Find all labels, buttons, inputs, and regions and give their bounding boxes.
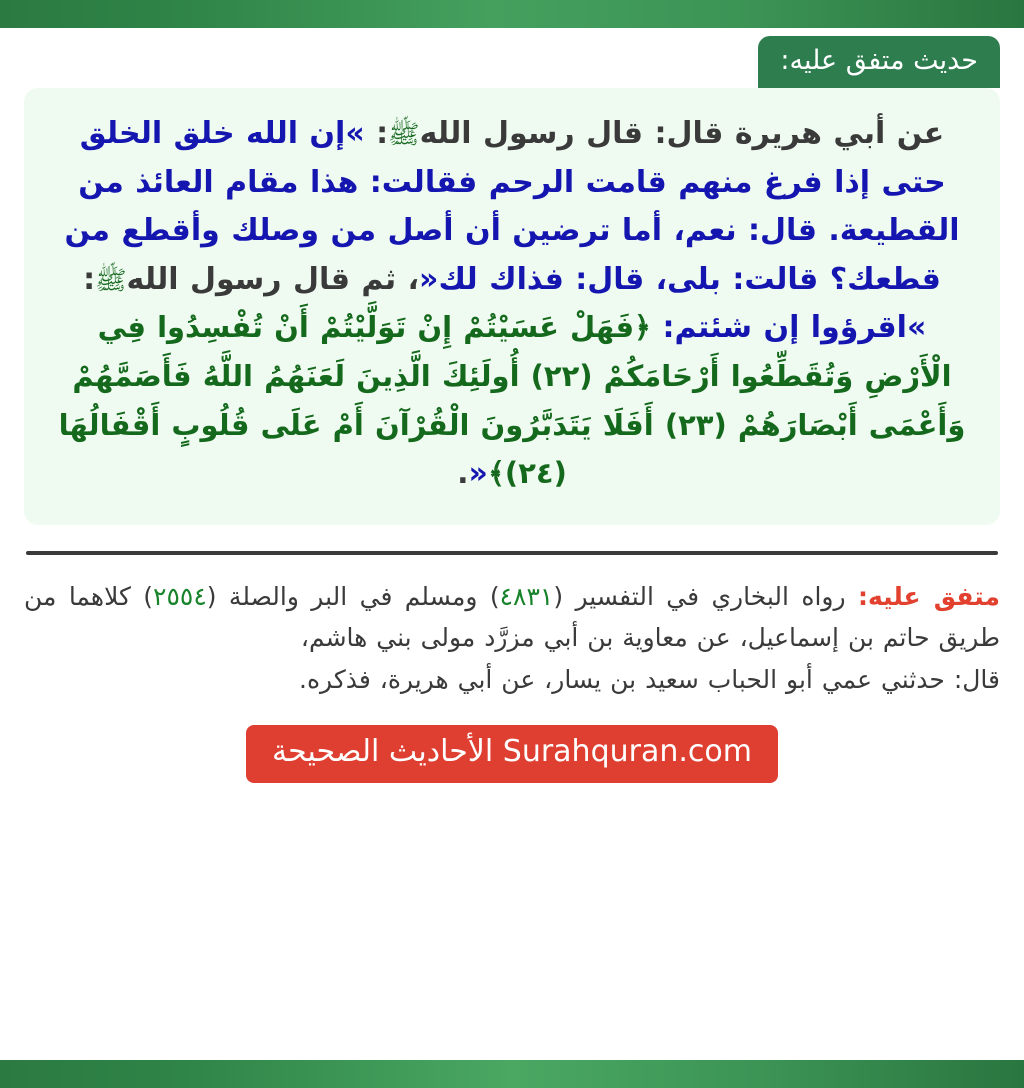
hadith-then-said: ، ثم قال رسول الله (126, 261, 420, 297)
hadith-narrator-opening: عن أبي هريرة قال: قال رسول الله (419, 116, 945, 151)
sallallahu-alayhi-wasallam-icon-2: ﷺ (95, 265, 127, 296)
hadith-colon-1: : (376, 116, 389, 151)
attribution-line-3: قال: حدثني عمي أبو الحباب سعيد بن يسار، عن أبي هريرة، فذكره. (299, 664, 1000, 694)
hadith-type-badge: حديث متفق عليه: (758, 36, 1000, 88)
attribution-line1-part-c: ) كلاهما من (24, 581, 154, 611)
attribution-line1-part-a: رواه البخاري في التفسير ( (553, 581, 846, 611)
bottom-decor-bar (0, 1060, 1024, 1088)
site-name-label: Surahquran.com (502, 734, 752, 770)
ayah-period: . (457, 456, 469, 492)
badge-row (24, 28, 1000, 88)
section-divider (26, 551, 998, 555)
footer-row (24, 725, 1000, 783)
attribution-line-1 (24, 577, 1000, 617)
ayah-quote-close: « (468, 456, 488, 492)
hadith-colon-2: : (83, 261, 96, 297)
top-decor-bar (0, 0, 1024, 28)
recite-quote-open: » (906, 310, 927, 346)
attribution-block (24, 577, 1000, 700)
page-content (0, 28, 1024, 1060)
site-arabic-label: الأحاديث الصحيحة (272, 734, 494, 770)
hadith-body-text: إن الله خلق الخلق حتى إذا فرغ منهم قامت الرحم فقالت: هذا مقام العائذ من القطيعة. قال: نعم، أما ترضين أن أصل من وصلك وأقطع من قطعك؟ قالت: بلى، قال: فذاك لك (64, 116, 960, 297)
hadith-quote-open: » (345, 116, 365, 151)
hadith-recite-instruction: اقرؤوا إن شئتم: (662, 310, 907, 346)
hadith-card (24, 88, 1000, 525)
attribution-line-2: طريق حاتم بن إسماعيل، عن معاوية بن أبي مزرَّد مولى بني هاشم، (300, 623, 1000, 653)
hadith-text-body (50, 110, 974, 499)
hadith-quote-close: « (419, 261, 439, 297)
bukhari-hadith-number: ٤٨٣١ (499, 581, 554, 611)
attribution-label: متفق عليه: (857, 581, 1000, 611)
attribution-line1-part-b: ) ومسلم في البر والصلة ( (206, 581, 500, 611)
quran-ayah-text: ﴿فَهَلْ عَسَيْتُمْ إِنْ تَوَلَّيْتُمْ أَنْ تُفْسِدُوا فِي الْأَرْضِ وَتُقَطِّعُوا أَرْحَامَكُمْ (٢٢) أُولَئِكَ الَّذِينَ لَعَنَهُمُ اللَّهُ فَأَصَمَّهُمْ وَأَعْمَى أَبْصَارَهُمْ (٢٣) أَفَلَا يَتَدَبَّرُونَ الْقُرْآنَ أَمْ عَلَى قُلُوبٍ أَقْفَالُهَا (٢٤)﴾ (58, 310, 966, 491)
muslim-hadith-number: ٢٥٥٤ (153, 581, 207, 611)
site-branding-banner (246, 725, 778, 783)
sallallahu-alayhi-wasallam-icon: ﷺ (388, 120, 420, 150)
